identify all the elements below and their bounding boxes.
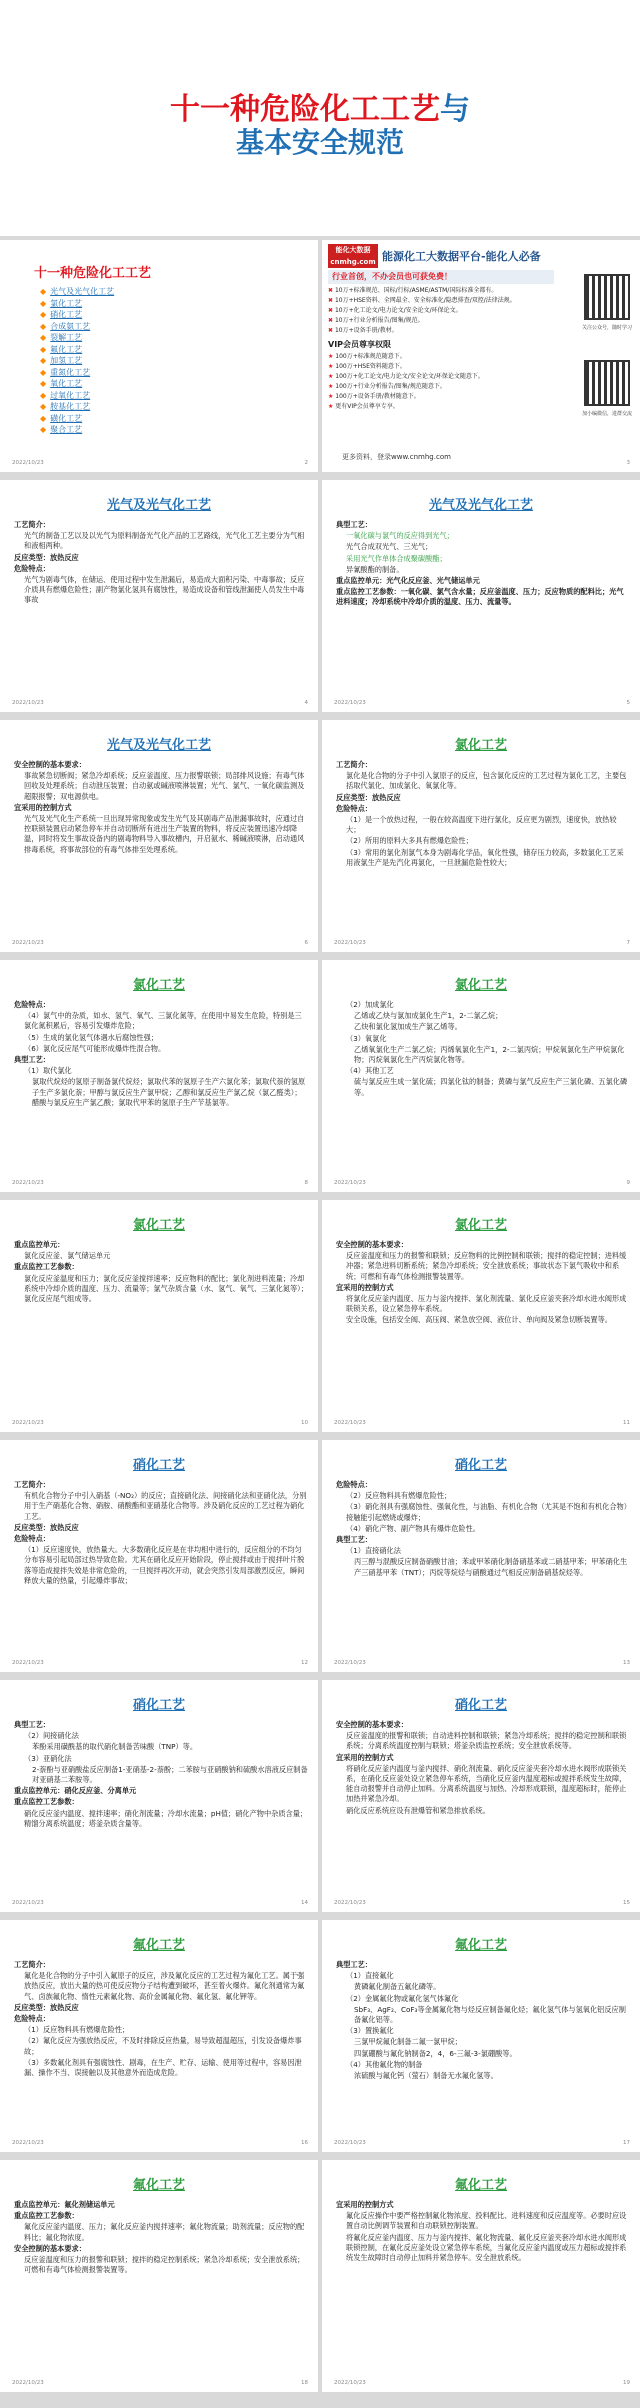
slide-date: 2022/10/23 <box>12 1420 44 1426</box>
slide-body <box>336 2200 630 2264</box>
slide-title: 氯化工艺 <box>454 738 507 753</box>
slide-date: 2022/10/23 <box>12 2380 44 2386</box>
slide-title: 硝化工艺 <box>454 1458 507 1473</box>
body-text: 硝化反应釜内温度、搅拌速率；硝化剂流量；冷却水流量；pH值；硝化产物中杂质含量；精馏分离系统温度；塔釜杂质含量等。 <box>24 1808 308 1828</box>
qr-code-icon <box>584 360 630 406</box>
body-text: 三氯甲烷氟化制备二氟一氯甲烷； <box>354 2037 462 2047</box>
content-slide <box>322 1200 640 1432</box>
body-text: 光气合成双光气、三光气； <box>346 542 433 552</box>
body-text: （2）氟化反应为强放热反应，不及时排除反应热量，易导致超温超压，引发设备爆炸事故； <box>24 2036 302 2056</box>
section-heading: 反应类型：放热反应 <box>14 552 79 562</box>
ad-slide <box>322 240 640 472</box>
platform-name: 能源化工大数据平台-能化人必备 <box>382 250 541 263</box>
body-text: 反应釜温度和压力的报警和联锁；搅拌的稳定控制系统；紧急冷却系统；安全泄放系统；可燃和有毒气体检测报警装置等。 <box>24 2255 305 2275</box>
slide-date: 2022/10/23 <box>12 1900 44 1906</box>
slide-body <box>14 1240 308 1305</box>
slide-number: 8 <box>304 1180 308 1186</box>
body-text: 光气及光气化生产系统一旦出现异常现象或发生光气及其剧毒产品泄漏事故时，应通过自控联锁装置启动紧急停车并自动切断所有进出生产装置的物料，将反应装置迅速冷却降温，同时将发生事故设备内的剧毒物料导入事故槽内，开启氨水、稀碱液喷淋，启动通风排毒系统，将事故部位的有毒气体排至处理系统。 <box>24 814 305 854</box>
slide-body <box>14 1480 308 1587</box>
body-text: （5）生成的氯化氢气体遇水后腐蚀性强； <box>24 1032 158 1042</box>
slide-title: 硝化工艺 <box>132 1698 185 1713</box>
body-text: 氟化反应釜内温度、压力；氟化反应釜内搅拌速率；氟化物流量；助剂流量；反应物的配料比；氟化物浓度。 <box>24 2222 305 2242</box>
brand-logo: 能化大数据 cnmhg.com <box>328 244 378 268</box>
toc-item[interactable]: ◆ 磺化工艺 <box>40 413 114 425</box>
section-heading: 宜采用的控制方式 <box>336 2200 394 2209</box>
slide-number: 9 <box>626 1180 630 1186</box>
toc-slide <box>0 240 318 472</box>
body-text: 硝化反应系统应设有泄爆管和紧急排放系统。 <box>346 1805 490 1815</box>
section-heading: 反应类型：放热反应 <box>14 2002 79 2012</box>
toc-item[interactable]: ◆ 硝化工艺 <box>40 309 114 321</box>
body-text: 氯化反应釜温度和压力；氯化反应釜搅拌速率；反应物料的配比；氯化剂进料流量；冷却系统中冷却介质的温度、压力、流量等；氯气杂质含量（水、氢气、氧气、三氯化氮等）；氯化反应尾气组成等。 <box>24 1273 308 1304</box>
vip-benefit-row: ★ 100万+设备手册/教材随意下。 <box>328 392 554 402</box>
slide-date: 2022/10/23 <box>334 1420 366 1426</box>
section-heading: 重点监控工艺参数： <box>14 1262 79 1272</box>
body-text: 浓硫酸与氟化钙（萤石）制备无水氟化氢等。 <box>354 2071 498 2081</box>
ad-benefit-row: ✖ 10万+化工论文/电力论文/安全论文/环保论文。 <box>328 306 554 316</box>
section-heading: 典型工艺： <box>336 1960 372 1969</box>
body-text: （2）加成氯化 <box>346 1000 394 1009</box>
ad-benefit-row: ✖ 10万+设备手册/教材。 <box>328 326 554 336</box>
body-text: 氯化反应釜、氯气储运单元 <box>24 1251 111 1261</box>
body-text: （3）置换氟化 <box>346 2026 394 2036</box>
body-text: （2）反应物料具有燃爆危险性； <box>346 1491 452 1501</box>
ad-benefit-row: ✖ 10万+标准规范、国标/行标/ASME/ASTM/国际标准全都有。 <box>328 286 554 296</box>
content-slide <box>322 960 640 1192</box>
toc-item[interactable]: ◆ 氯化工艺 <box>40 298 114 310</box>
section-heading: 工艺简介： <box>336 760 372 769</box>
slide-body <box>14 1000 308 1109</box>
body-text: 氯取代烷烃的氢原子制备氯代烷烃；氯取代苯的氢原子生产六氯化苯；氯取代萘的氢原子生产多氯化萘；甲醇与氯反应生产氯甲烷；乙醇和氯反应生产氯乙烷（氯乙醛类）；醋酸与氯反应生产氯乙酸；氯取代甲苯的氢原子生产苄基氯等。 <box>32 1077 306 1107</box>
content-slide <box>0 480 318 712</box>
slide-title: 光气及光气化工艺 <box>428 498 533 513</box>
body-text: （1）直接氟化 <box>346 1971 394 1981</box>
section-heading: 宜采用的控制方式 <box>336 1282 394 1292</box>
section-heading: 典型工艺： <box>336 520 372 529</box>
section-heading: 工艺简介： <box>14 1480 50 1489</box>
body-text: （3）常用的氯化剂氯气本身为剧毒化学品，氧化性强，储存压力较高，多数氯化工艺采用液氯生产是先汽化再氯化，一旦泄漏危险性较大； <box>346 847 624 867</box>
body-text: 将氯化反应釜内温度、压力与釜内搅拌、氯化剂流量、氯化反应釜夹套冷却水进水阀形成联锁关系，设立紧急停车系统。 <box>346 1294 627 1314</box>
content-slide <box>0 2160 318 2392</box>
body-text: SbF₃、AgF₂、CoF₃等金属氟化物与烃反应制备氟化烃；氟化氢气体与氢氧化铝反应制备氟化铝等。 <box>354 2004 626 2025</box>
slide-body <box>14 2200 308 2276</box>
vip-benefit-row: ★ 100万+行业分析报告/图集/规范随意下。 <box>328 382 554 392</box>
body-text: 氟化反应操作中要严格控制氟化物浓度、投料配比、进料速度和反应温度等。必要时应设置自动比例调节装置和自动联锁控制装置。 <box>346 2211 627 2231</box>
slide-number: 14 <box>301 1900 308 1906</box>
body-text: （1）反应速度快，放热量大。大多数硝化反应是在非均相中进行的，反应组分的不均匀分布容易引起局部过热导致危险。尤其在硝化反应开始阶段，停止搅拌或由于搅拌叶片脱落等造成搅拌失效是非常危险的，一旦搅拌再次开动，就会突然引发局部激烈反应，瞬间释放大量的热量，引起爆炸事故； <box>24 1545 305 1585</box>
content-slide <box>0 1200 318 1432</box>
section-heading: 工艺简介： <box>14 1960 50 1969</box>
body-text: 将硝化反应釜内温度与釜内搅拌、硝化剂流量、硝化反应釜夹套冷却水进水阀形成联锁关系，在硝化反应釜处设立紧急停车系统，当硝化反应釜内温度超标或搅拌系统发生故障，能自动报警并自动停止加料。分离系统温度与加热、冷却形成联锁，温度超标时，能停止加热并紧急冷却。 <box>346 1763 627 1804</box>
content-slide <box>0 960 318 1192</box>
slide-title: 氯化工艺 <box>132 978 185 993</box>
slide-number: 4 <box>304 700 308 706</box>
body-text: （3）硝化剂具有强腐蚀性、强氧化性，与油脂、有机化合物（尤其是不饱和有机化合物）接触能引起燃烧或爆炸； <box>346 1502 628 1522</box>
slide-title: 硝化工艺 <box>454 1698 507 1713</box>
body-text: （4）其他氟化物的制备 <box>346 2059 423 2069</box>
section-heading: 重点监控单元：光气化反应釜、光气储运单元 <box>336 576 480 586</box>
slide-number: 19 <box>623 2380 630 2386</box>
body-text: 异氰酸酯的制备。 <box>346 564 404 574</box>
slide-number: 17 <box>623 2140 630 2146</box>
slide-body <box>336 520 630 609</box>
slide-title: 氯化工艺 <box>454 1218 507 1233</box>
toc-item[interactable]: ◆ 裂解工艺 <box>40 332 114 344</box>
body-text: （2）间接硝化法 <box>24 1731 79 1741</box>
toc-title: 十一种危险化工工艺 <box>34 266 152 281</box>
body-text: （1）反应物料具有燃爆危险性； <box>24 2025 130 2035</box>
slide-body <box>336 1720 630 1817</box>
slide-number: 10 <box>301 1420 308 1426</box>
content-slide <box>0 1920 318 2152</box>
slide-body <box>336 760 630 869</box>
slide-body <box>336 1000 630 1099</box>
vip-benefit-row: ★ 更有VIP会员尊享专享。 <box>328 402 554 412</box>
content-slide <box>0 720 318 952</box>
section-heading: 典型工艺： <box>14 1055 50 1065</box>
body-text: 苯酚采用磺酰基的取代硝化制备苦味酸（TNP）等。 <box>32 1742 198 1752</box>
toc-item[interactable]: ◆ 合成氨工艺 <box>40 321 114 333</box>
body-text: 反应釜温度和压力的报警和联锁；反应物料的比例控制和联锁；搅拌的稳定控制；进料缓冲器；紧急进料切断系统；紧急冷却系统；安全泄放系统；事故状态下氯气吸收中和系统；可燃和有毒气体检测报警装置等。 <box>346 1251 627 1281</box>
body-text: 将氟化反应釜内温度、压力与釜内搅拌、氟化物流量、氟化反应釜夹套冷却水进水阀形成联锁控制，在氟化反应釜处设立紧急停车系统，当氟化反应釜内温度或压力超标或搅拌系统发生故障时自动停止加料并紧急停车。安全泄放系统。 <box>346 2232 627 2263</box>
section-heading: 重点监控工艺参数： <box>14 1797 79 1807</box>
slide-date: 2022/10/23 <box>334 1900 366 1906</box>
body-text: （2）金属氟化物或氟化氢气体氟化 <box>346 1993 459 2003</box>
cover-title: 十一种危险化工工艺与 <box>170 92 470 127</box>
slide-body <box>14 760 308 856</box>
slide-date: 2022/10/23 <box>334 1180 366 1186</box>
slide-body <box>336 1960 630 2082</box>
slide-number: 7 <box>626 940 630 946</box>
ad-benefit-row: ✖ 10万+HSE资料、全网最全、安全标准化/隐患排查/双控/法律法规。 <box>328 296 554 306</box>
body-text: 乙炔和氯化氢加成生产氯乙烯等。 <box>354 1022 462 1032</box>
toc-item[interactable]: ◆ 光气及光气化工艺 <box>40 286 114 298</box>
slide-number: 3 <box>626 460 630 466</box>
section-heading: 安全控制的基本要求： <box>336 1720 408 1729</box>
body-text: （3）亚硝化法 <box>24 1753 72 1763</box>
body-text: （3）氧氯化 <box>346 1033 387 1043</box>
content-slide <box>322 2160 640 2392</box>
section-heading: 危险特点： <box>336 1480 372 1489</box>
content-slide <box>322 720 640 952</box>
body-text: 丙三醇与混酸反应制备硝酸甘油；苯或甲苯硝化制备硝基苯或二硝基甲苯；甲苯硝化生产三硝基甲苯（TNT）；丙烷等烷烃与硝酸通过气相反应制备硝基烷烃等。 <box>354 1557 628 1577</box>
slide-body <box>336 1240 630 1327</box>
section-heading: 重点监控单元：硝化反应釜、分离单元 <box>14 1786 137 1796</box>
body-text: 有机化合物分子中引入硝基（-NO₂）的反应；直接硝化法、间接硝化法和亚硝化法，分别用于生产硝基化合物、硝胺、硝酸酯和亚硝基化合物等。涉及硝化反应的工艺过程为硝化工艺。 <box>24 1491 307 1521</box>
vip-benefit-row: ★ 100万+化工论文/电力论文/安全论文/环保论文随意下。 <box>328 372 554 382</box>
section-heading: 典型工艺： <box>336 1535 372 1545</box>
qr-label: 关注公众号，随时学习 <box>581 325 632 331</box>
body-text: 黄磷氟化制备五氟化磷等。 <box>354 1982 441 1992</box>
slide-date: 2022/10/23 <box>12 2140 44 2146</box>
section-heading: 危险特点： <box>14 2014 50 2024</box>
vip-benefit-row: ★ 100万+HSE资料随意下。 <box>328 362 554 372</box>
slide-number: 2 <box>304 460 308 466</box>
section-heading: 安全控制的基本要求： <box>14 760 86 769</box>
section-heading: 安全控制的基本要求： <box>14 2243 86 2253</box>
toc-item[interactable]: ◆ 氟化工艺 <box>40 344 114 356</box>
qr-code-icon <box>584 274 630 320</box>
body-text: 2-萘酚与亚硝酸盐反应制备1-亚硝基-2-萘酚；二苯胺与亚硝酸钠和硫酸水溶液反应制备对亚硝基二苯胺等。 <box>32 1764 308 1785</box>
slide-date: 2022/10/23 <box>12 1180 44 1186</box>
body-text: 一氧化碳与氯气的反应得到光气； <box>346 531 454 541</box>
body-text: （6）氯化反应尾气可能形成爆炸性混合物。 <box>24 1043 166 1053</box>
section-heading: 安全控制的基本要求： <box>336 1240 408 1249</box>
ad-banner: 行业首创，不办会员也可获免费！ <box>328 270 554 284</box>
section-heading: 重点监控单元： <box>14 1240 65 1249</box>
content-slide <box>0 1680 318 1912</box>
slide-number: 12 <box>301 1660 308 1666</box>
body-text: 四氯硼酸与氟化钠制备2，4，6-三氟-3-氯硼酸等。 <box>354 2048 517 2058</box>
ad-benefits <box>328 270 554 412</box>
cover-slide <box>0 0 640 236</box>
section-heading: 反应类型：放热反应 <box>336 792 401 802</box>
slide-title: 氯化工艺 <box>132 1218 185 1233</box>
body-text: 反应釜温度的报警和联锁；自动进料控制和联锁；紧急冷却系统；搅拌的稳定控制和联锁系统；分离系统温度控制与联锁；塔釜杂质监控系统；安全泄放系统等。 <box>346 1731 627 1751</box>
slide-date: 2022/10/23 <box>12 1660 44 1666</box>
slide-body <box>336 1480 630 1579</box>
body-text: 氟化是化合物的分子中引入氟原子的反应，涉及氟化反应的工艺过程为氟化工艺。属于强放热反应，放出大量的热可使反应物分子结构遭到破坏，甚至着火爆炸。氟化剂通常为氟气、卤族氟化物、惰性元素氟化物、高价金属氟化物、氟化氢、氟化钾等。 <box>24 1971 305 2001</box>
slide-title: 氟化工艺 <box>132 2178 185 2193</box>
body-text: （2）所用的原料大多具有燃爆危险性； <box>346 836 473 846</box>
slide-title: 氟化工艺 <box>454 1938 507 1953</box>
ad-benefit-row: ✖ 10万+行业分析报告/图集/规范。 <box>328 316 554 326</box>
section-heading: 危险特点： <box>14 1000 50 1009</box>
vip-benefit-row: ★ 100万+标准规范随意下。 <box>328 352 554 362</box>
slide-body <box>14 520 308 607</box>
body-text: 事故紧急切断阀；紧急冷却系统；反应釜温度、压力报警联锁；局部排风设施；有毒气体回收及处理系统；自动泄压装置；自动氨或碱液喷淋装置；光气、氯气、一氧化碳监测及超限报警；双电源供电。 <box>24 771 305 801</box>
section-heading: 危险特点： <box>14 563 50 573</box>
body-text: 氯化是化合物的分子中引入氯原子的反应，包含氯化反应的工艺过程为氯化工艺，主要包括取代氯化、加成氯化、氧氯化等。 <box>346 771 627 791</box>
slide-date: 2022/10/23 <box>12 700 44 706</box>
slide-number: 15 <box>623 1900 630 1906</box>
toc-item[interactable]: ◆ 加氢工艺 <box>40 355 114 367</box>
slide-title: 光气及光气化工艺 <box>106 738 211 753</box>
body-text: （4）氯气中的杂质，如水、氢气、氧气、三氯化氮等，在使用中易发生危险，特别是三氯化氮积累后，容易引发爆炸危险； <box>24 1011 302 1031</box>
body-text: （1）直接硝化法 <box>346 1546 401 1556</box>
slide-date: 2022/10/23 <box>12 940 44 946</box>
toc-item[interactable]: ◆ 重氮化工艺 <box>40 367 114 379</box>
slide-number: 16 <box>301 2140 308 2146</box>
slide-title: 氟化工艺 <box>132 1938 185 1953</box>
section-heading: 危险特点： <box>14 1534 50 1544</box>
slide-date: 2022/10/23 <box>334 700 366 706</box>
toc-item[interactable]: ◆ 胺基化工艺 <box>40 401 114 413</box>
body-text: （3）多数氟化剂具有强腐蚀性、剧毒，在生产、贮存、运输、使用等过程中，容易因泄漏、操作不当、误接触以及其他意外而造成危险。 <box>24 2057 302 2078</box>
qr-label: 加小编微信，进群交流 <box>581 411 632 417</box>
slide-date: 2022/10/23 <box>334 940 366 946</box>
content-slide <box>322 1680 640 1912</box>
body-text: 光气的制备工艺以及以光气为原料制备光气化产品的工艺路线，光气化工艺主要分为气相和液相两种。 <box>24 531 305 551</box>
ad-more-link[interactable]: 更多资料，登录www.cnmhg.com <box>342 453 451 461</box>
slide-body <box>14 1960 308 2079</box>
body-text: 光气为剧毒气体，在储运、使用过程中发生泄漏后，易造成大面积污染、中毒事故；反应介质具有燃爆危险性；副产物氯化氢具有腐蚀性，易造成设备和管线泄漏使人员发生中毒事故 <box>24 575 305 605</box>
body-text: 硫与氯反应生成一氯化硫；四氯化钛的制备；黄磷与氯气反应生产三氯化磷、五氯化磷等。 <box>354 1077 628 1097</box>
body-text: 安全设施，包括安全阀、高压阀、紧急放空阀、液位计、单向阀及紧急切断装置等。 <box>346 1315 612 1325</box>
slide-date: 2022/10/23 <box>334 2380 366 2386</box>
slide-number: 13 <box>623 1660 630 1666</box>
slide-date: 2022/10/23 <box>334 2140 366 2146</box>
body-text: （4）硝化产物、副产物具有爆炸危险性。 <box>346 1523 480 1533</box>
body-text: 乙烯或乙炔与氯加成氯化生产1，2-二氯乙烷； <box>354 1011 503 1021</box>
slide-title: 氟化工艺 <box>454 2178 507 2193</box>
slide-number: 18 <box>301 2380 308 2386</box>
slide-number: 5 <box>626 700 630 706</box>
body-text: 乙烯氧氯化生产二氯乙烷；丙烯氧氯化生产1，2-二氯丙烷；甲烷氧氯化生产甲烷氯化物；丙烷氧氯化生产丙烷氯化物等。 <box>354 1044 625 1065</box>
section-heading: 重点监控工艺参数：一氧化碳、氯气含水量；反应釜温度、压力；反应物质的配料比；光气进料速度；冷却系统中冷却介质的温度、压力、流量等。 <box>336 587 624 607</box>
ad-header <box>322 240 640 270</box>
vip-title: VIP会员尊享权限 <box>328 340 392 349</box>
content-slide <box>322 1920 640 2152</box>
section-heading: 重点监控单元：氟化剂储运单元 <box>14 2200 115 2209</box>
section-heading: 危险特点： <box>336 803 372 813</box>
slide-date: 2022/10/23 <box>334 1660 366 1666</box>
slide-title: 硝化工艺 <box>132 1458 185 1473</box>
section-heading: 宜采用的控制方式 <box>14 802 72 812</box>
toc-item[interactable]: ◆ 氧化工艺 <box>40 378 114 390</box>
section-heading: 宜采用的控制方式 <box>336 1752 394 1762</box>
slide-number: 11 <box>623 1420 630 1426</box>
toc-item[interactable]: ◆ 过氧化工艺 <box>40 390 114 402</box>
cover-subtitle: 基本安全规范 <box>235 126 404 159</box>
slide-body <box>14 1720 308 1830</box>
body-text: （1）是一个放热过程，一般在较高温度下进行氯化，反应更为剧烈，速度快，放热较大； <box>346 815 617 835</box>
body-text: （4）其他工艺 <box>346 1066 394 1076</box>
section-heading: 工艺简介： <box>14 520 50 529</box>
section-heading: 典型工艺： <box>14 1720 50 1729</box>
content-slide <box>0 1440 318 1672</box>
slide-title: 光气及光气化工艺 <box>106 498 211 513</box>
slide-title: 氯化工艺 <box>454 978 507 993</box>
slide-number: 6 <box>304 940 308 946</box>
slide-date: 2022/10/23 <box>12 460 44 466</box>
section-heading: 反应类型：放热反应 <box>14 1522 79 1532</box>
content-slide <box>322 1440 640 1672</box>
toc-list <box>40 286 114 436</box>
toc-item[interactable]: ◆ 聚合工艺 <box>40 424 114 436</box>
section-heading: 重点监控工艺参数： <box>14 2211 79 2221</box>
body-text: （1）取代氯化 <box>24 1066 72 1076</box>
content-slide <box>322 480 640 712</box>
body-text: 采用光气作单体合成聚碳酸酯； <box>346 553 447 563</box>
